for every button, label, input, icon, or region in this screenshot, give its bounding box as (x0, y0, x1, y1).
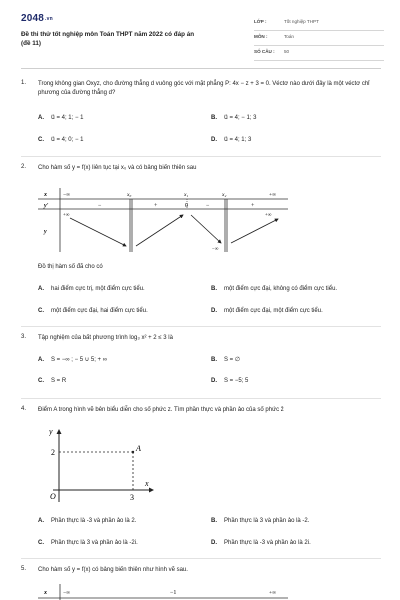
svg-text:−∞: −∞ (63, 192, 71, 198)
svg-text:+: + (251, 203, 255, 209)
meta-row-class: LỚP : Tốt nghiệp THPT (254, 16, 384, 31)
header (0, 0, 400, 64)
meta-row-count: SỐ CÂU : 50 (254, 46, 384, 61)
option-a[interactable]: A. S = −∞ ; − 5 ∪ 5; + ∞ (38, 357, 107, 363)
svg-text:+: + (154, 203, 158, 209)
question-text: Tập nghiệm của bất phương trình log₃ x² + 2 ≤ 3 là (38, 335, 173, 341)
question-prompt: Đồ thị hàm số đã cho có (38, 264, 103, 270)
page-title: Đề thi thử tốt nghiệp môn Toán THPT năm 2022 có đáp án (đề 11) (21, 31, 195, 47)
option-b[interactable]: B. một điểm cực đại, không có điểm cực tiểu. (211, 286, 338, 292)
question-text: Điểm A trong hình vẽ bên biểu diễn cho số phức z. Tìm phần thực và phần ảo của số phức z̄ (38, 407, 284, 413)
option-c[interactable]: C. u⃗ = 4; 0; − 1 (38, 137, 84, 143)
option-d[interactable]: D. S = −5; 5 (211, 378, 249, 384)
svg-text:+∞: +∞ (63, 213, 70, 218)
question-text: Cho hàm số y = f(x) liên tục tại x₀ và có bảng biến thiên sau (38, 165, 197, 171)
question-1: 1. Trong không gian Oxyz, cho đường thẳng d vuông góc với mặt phẳng P: 4x − z + 3 = 0. Véctơ nào dưới đây là một véctơ chỉ phương của đường thẳng d? A. u⃗ = 4; 1; − 1 B. u⃗ = 4; − 1; 3 C. u⃗ = 4; 0; − 1 D. u⃗ = 4; 1; 3 (21, 80, 381, 150)
divider (21, 558, 381, 559)
question-5: 5. Cho hàm số y = f(x) có bảng biến thiên như hình vẽ sau. x −∞ −1 +∞ (21, 566, 381, 600)
svg-text:A: A (136, 444, 141, 453)
divider (21, 326, 381, 327)
option-b[interactable]: B. S = ∅ (211, 357, 241, 363)
question-2: 2. Cho hàm số y = f(x) liên tục tại x₀ và có bảng biến thiên sau x y' y −∞ x₀ x₁ x₂ +∞ − + 0 − + +∞ +∞ −∞ Đồ thị hàm số đã cho có A. hai điểm cực trị, một điểm cực tiểu. B. một điểm cực đại, không có điểm cực tiểu. C. một điểm cực đại, hai điểm cực tiểu. D. một điểm cực đại, một điểm cực tiểu. (21, 164, 381, 324)
option-a[interactable]: A. hai điểm cực trị, một điểm cực tiểu. (38, 286, 145, 292)
variation-table (38, 584, 288, 600)
meta-table (254, 16, 384, 61)
svg-text:x: x (145, 479, 149, 488)
meta-row-subject: MÔN : Toán (254, 31, 384, 46)
svg-text:+∞: +∞ (265, 213, 272, 218)
svg-text:−1: −1 (170, 590, 177, 596)
table-label-x: x (44, 192, 47, 198)
table-label-yp: y' (44, 203, 49, 209)
svg-text:2: 2 (51, 448, 55, 457)
svg-text:x: x (44, 590, 47, 596)
svg-text:−: − (206, 203, 210, 209)
divider (21, 68, 381, 69)
option-d[interactable]: D. Phần thực là -3 và phần ảo là 2i. (211, 540, 311, 546)
svg-text:x₀: x₀ (127, 192, 132, 198)
option-c[interactable]: C. một điểm cực đại, hai điểm cực tiểu. (38, 308, 148, 314)
question-text: Cho hàm số y = f(x) có bảng biến thiên như hình vẽ sau. (38, 567, 188, 573)
svg-text:x₂: x₂ (222, 192, 227, 198)
question-text: Trong không gian Oxyz, cho đường thẳng d vuông góc với mặt phẳng P: 4x − z + 3 = 0. Véctơ nào dưới đây là một véctơ chỉ phương của đường thẳng d? (38, 81, 370, 96)
option-a[interactable]: A. u⃗ = 4; 1; − 1 (38, 115, 84, 121)
svg-text:3: 3 (130, 493, 134, 502)
option-c[interactable]: C. S = R (38, 378, 67, 384)
site-logo[interactable]: 2048.vn (21, 13, 53, 24)
option-d[interactable]: D. u⃗ = 4; 1; 3 (211, 137, 252, 143)
option-c[interactable]: C. Phần thực là 3 và phần ảo là -2i. (38, 540, 138, 546)
svg-text:+∞: +∞ (269, 590, 277, 596)
table-label-y: y (44, 229, 47, 235)
option-d[interactable]: D. một điểm cực đại, một điểm cực tiểu. (211, 308, 323, 314)
option-b[interactable]: B. Phần thực là 3 và phần ảo là -2. (211, 518, 310, 524)
svg-text:x₁: x₁ (184, 192, 189, 198)
variation-table (38, 188, 288, 252)
option-b[interactable]: B. u⃗ = 4; − 1; 3 (211, 115, 257, 121)
svg-text:+∞: +∞ (269, 192, 277, 198)
question-3: 3. Tập nghiệm của bất phương trình log₃ x² + 2 ≤ 3 là A. S = −∞ ; − 5 ∪ 5; + ∞ B. S = ∅ C. S = R D. S = −5; 5 (21, 334, 381, 394)
option-a[interactable]: A. Phần thực là -3 và phần ảo là 2. (38, 518, 137, 524)
divider (21, 156, 381, 157)
question-4: 4. Điểm A trong hình vẽ bên biểu diễn cho số phức z. Tìm phần thực và phần ảo của số phức z̄ y x O 2 3 A A. Phần thực là -3 và phần ảo là 2. B. Phần thực là 3 và phần ảo là -2. C. Phần thực là 3 và phần ảo là -2i. D. Phần thực là -3 và phần ảo là 2i. (21, 406, 381, 554)
svg-text:O: O (50, 492, 56, 501)
divider (21, 398, 381, 399)
svg-text:−∞: −∞ (63, 590, 71, 596)
svg-text:−: − (98, 203, 102, 209)
svg-text:−∞: −∞ (212, 247, 219, 252)
svg-text:0: 0 (185, 203, 188, 209)
complex-plane-figure (49, 424, 159, 504)
svg-text:y: y (49, 427, 53, 436)
